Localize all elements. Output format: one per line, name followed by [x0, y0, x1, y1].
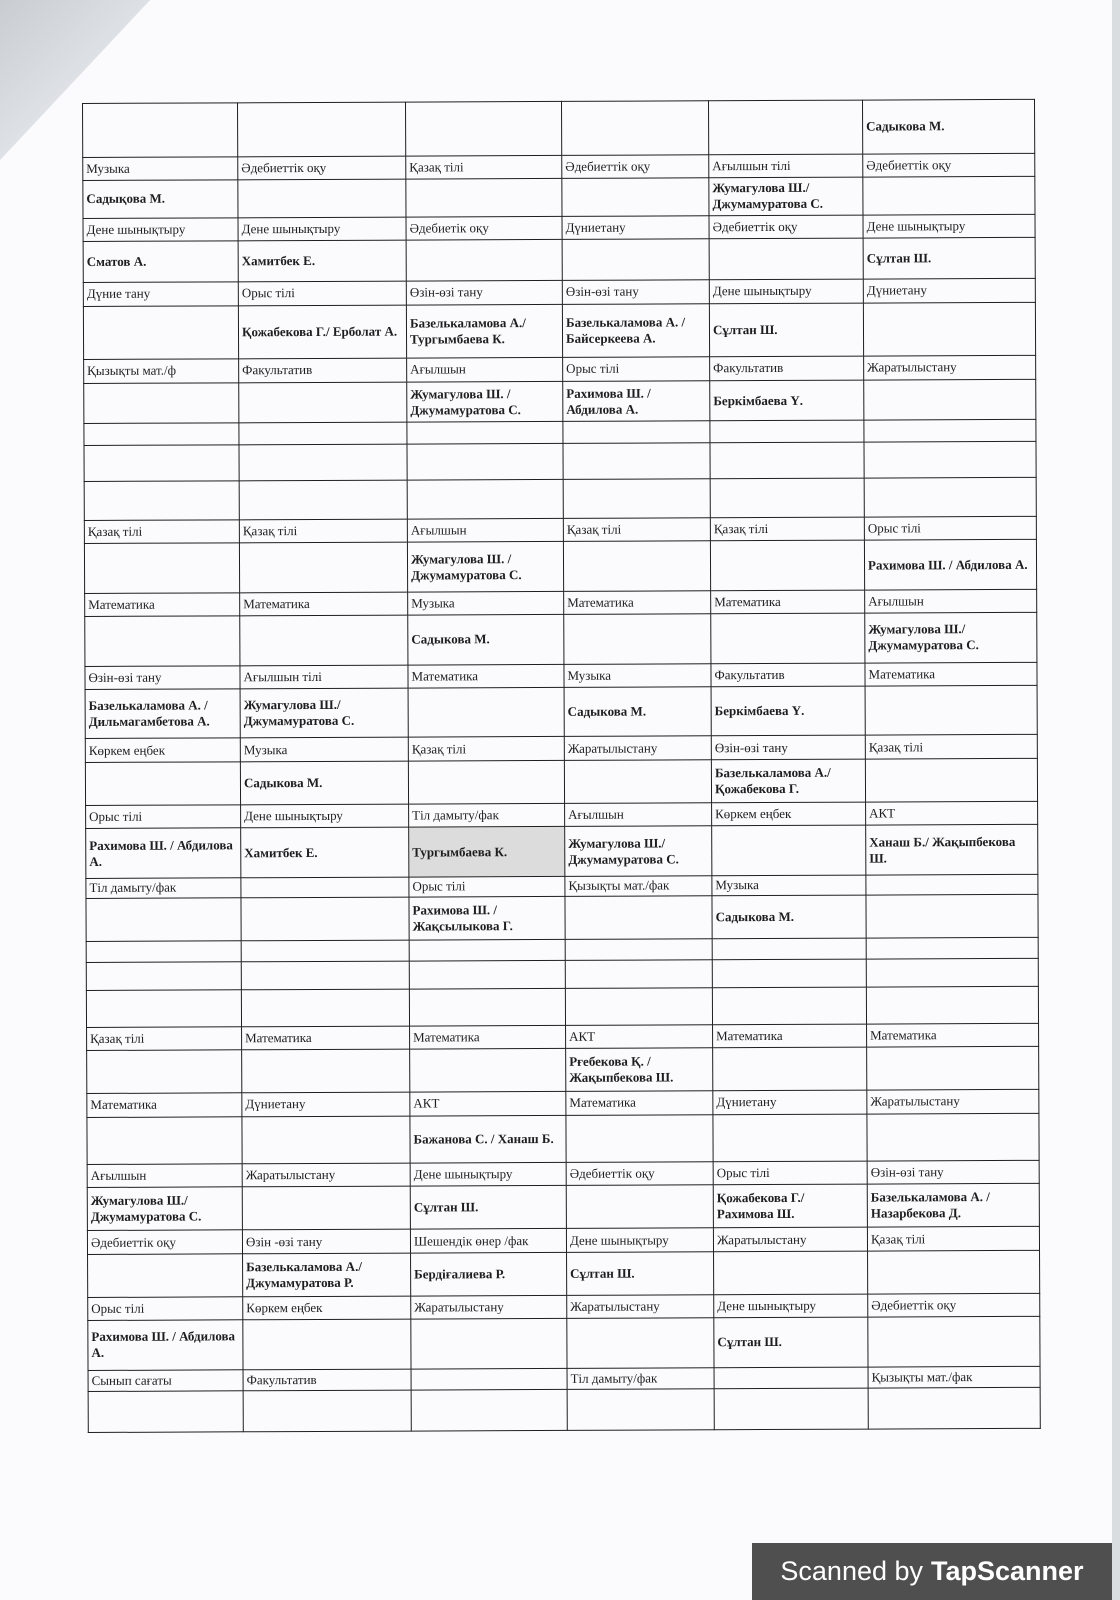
- empty-cell: [407, 480, 563, 519]
- subject-cell: Ағылшын: [87, 1164, 242, 1188]
- subject-cell: Өзін-өзі тану: [867, 1160, 1039, 1184]
- empty-cell: [86, 962, 241, 991]
- watermark-brand: TapScanner: [931, 1556, 1084, 1586]
- teacher-cell: [567, 1318, 714, 1368]
- subject-cell: Математика: [87, 1093, 242, 1117]
- teacher-row: [87, 1047, 1039, 1094]
- subject-cell: Қазақ тілі: [408, 737, 564, 761]
- subject-cell: Сынып сағаты: [88, 1369, 243, 1391]
- teacher-cell: Ханаш Б./ Жақыпбекова Ш.: [866, 825, 1038, 875]
- subject-cell: Математика: [865, 662, 1037, 686]
- teacher-cell: Садыкова М.: [408, 615, 564, 665]
- subject-cell: Өзін-өзі тану: [562, 280, 709, 304]
- subject-cell: Факультатив: [243, 1369, 411, 1391]
- empty-cell: [241, 962, 409, 991]
- subject-cell: Жаратылыстану: [411, 1295, 567, 1319]
- teacher-cell: [710, 541, 864, 591]
- subject-cell: Факультатив: [239, 358, 407, 382]
- teacher-cell: [242, 1049, 410, 1093]
- empty-cell: [866, 959, 1038, 988]
- empty-cell: [561, 101, 708, 155]
- empty-cell: [708, 100, 862, 154]
- subject-cell: Орыс тілі: [713, 1161, 867, 1185]
- teacher-cell: [411, 1319, 567, 1369]
- subject-cell: Жаратылыстану: [713, 1227, 867, 1251]
- subject-cell: Математика: [410, 1025, 566, 1049]
- teacher-cell: [865, 686, 1037, 736]
- teacher-cell: Сұлтан Ш.: [714, 1317, 868, 1367]
- teacher-cell: [713, 1114, 867, 1162]
- teacher-cell: [863, 176, 1035, 214]
- subject-cell: Жаратылыстану: [564, 736, 711, 760]
- subject-cell: Көркем еңбек: [243, 1296, 411, 1320]
- teacher-cell: [84, 543, 239, 593]
- teacher-cell: [709, 238, 863, 279]
- subject-cell: Орыс тілі: [409, 876, 565, 897]
- empty-cell: [405, 101, 561, 155]
- subject-cell: Тіл дамыту/фак: [86, 878, 241, 899]
- empty-cell: [710, 442, 864, 479]
- subject-cell: Қызықты мат./фак: [565, 876, 712, 897]
- subject-cell: Көркем еңбек: [85, 738, 240, 762]
- teacher-cell: [712, 826, 866, 876]
- subject-cell: Математика: [566, 1091, 713, 1115]
- subject-cell: Ағылшын: [865, 589, 1037, 613]
- teacher-cell: Хамитбек Е.: [238, 240, 406, 281]
- subject-cell: Әдебиеттік оқу: [87, 1230, 242, 1254]
- teacher-cell: [567, 1389, 714, 1431]
- subject-cell: Дене шынықтыру: [241, 804, 409, 828]
- subject-cell: Факультатив: [710, 356, 864, 380]
- subject-cell: Өзін-өзі тану: [711, 736, 865, 760]
- teacher-row: [85, 758, 1037, 805]
- subject-cell: Математика: [867, 1023, 1039, 1047]
- teacher-cell: [868, 1250, 1040, 1294]
- teacher-row: [84, 540, 1036, 593]
- subject-cell: Дүниетану: [713, 1090, 867, 1114]
- teacher-cell: Рахимова Ш. / Абдилова А.: [88, 1320, 243, 1370]
- teacher-cell: [85, 762, 240, 806]
- teacher-cell: Жумагулова Ш. / Джумамуратова С.: [407, 542, 563, 592]
- subject-cell: [241, 877, 409, 898]
- teacher-cell: [243, 1319, 411, 1369]
- subject-cell: Дене шынықтыру: [410, 1162, 566, 1186]
- teacher-cell: [714, 1388, 868, 1430]
- subject-cell: Қазақ тілі: [239, 519, 407, 543]
- subject-cell: Математика: [85, 593, 240, 617]
- teacher-cell: [408, 760, 564, 804]
- empty-cell: [712, 960, 866, 989]
- empty-row: [86, 987, 1038, 1028]
- teacher-cell: Қожабекова Г./ Ерболат А.: [238, 305, 406, 359]
- teacher-cell: [868, 1387, 1040, 1429]
- subject-cell: Факультатив: [711, 663, 865, 687]
- subject-cell: Жаратылыстану: [242, 1163, 410, 1187]
- subject-cell: Орыс тілі: [88, 1297, 243, 1321]
- subject-cell: Әдебиеттік оқу: [562, 154, 709, 178]
- teacher-cell: [85, 616, 240, 666]
- subject-cell: Орыс тілі: [86, 805, 241, 829]
- teacher-cell: Сұлтан Ш.: [709, 303, 863, 357]
- watermark-prefix: Scanned by: [780, 1556, 924, 1586]
- teacher-cell: Сұлтан Ш.: [567, 1252, 714, 1296]
- separator-cell: [710, 420, 864, 442]
- subject-cell: Математика: [713, 1024, 867, 1048]
- teacher-cell: [562, 239, 709, 280]
- teacher-cell: Базелькаламова А./ Тургымбаева К.: [406, 304, 562, 358]
- subject-cell: Дене шынықтыру: [566, 1228, 713, 1252]
- teacher-row: [85, 613, 1037, 666]
- teacher-row: [83, 238, 1035, 283]
- subject-cell: Әдебиеттік оқу: [868, 1293, 1040, 1317]
- empty-row: [83, 99, 1035, 157]
- subject-cell: Ағылшын: [407, 518, 563, 542]
- teacher-cell: [88, 1254, 243, 1298]
- teacher-cell: [243, 1390, 411, 1432]
- teacher-cell: Беркімбаева Ү.: [710, 380, 864, 421]
- teacher-cell: [84, 383, 239, 424]
- empty-cell: [84, 445, 239, 482]
- teacher-cell: Сұлтан Ш.: [863, 238, 1035, 279]
- empty-cell: [83, 103, 238, 157]
- teacher-cell: Рахимова Ш. / Абдилова А.: [864, 540, 1036, 590]
- teacher-row: [88, 1250, 1040, 1297]
- subject-cell: Дене шынықтыру: [709, 279, 863, 303]
- teacher-cell: Жумагулова Ш. / Джумамуратова С.: [407, 381, 563, 422]
- subject-cell: Математика: [564, 590, 711, 614]
- empty-cell: [563, 443, 710, 480]
- teacher-cell: Сматов А.: [83, 241, 238, 282]
- timetable: [82, 99, 1041, 1433]
- subject-cell: Шешендік өнер /фак: [410, 1229, 566, 1253]
- subject-cell: Көркем еңбек: [712, 802, 866, 826]
- subject-cell: Орыс тілі: [563, 357, 710, 381]
- separator-cell: [86, 941, 241, 963]
- empty-cell: [241, 989, 409, 1026]
- teacher-cell: [866, 894, 1038, 938]
- teacher-cell: Жумагулова Ш./ Джумамуратова С.: [240, 688, 408, 738]
- teacher-cell: [408, 688, 564, 738]
- empty-cell: [712, 987, 866, 1024]
- teacher-cell: [411, 1389, 567, 1431]
- teacher-cell: Бердіғалиева Р.: [411, 1252, 567, 1296]
- subject-cell: Тіл дамыту/фак: [409, 803, 565, 827]
- empty-cell: [866, 987, 1038, 1024]
- teacher-cell: [564, 614, 711, 664]
- teacher-cell: Рахимова Ш. / Абдилова А.: [563, 380, 710, 421]
- separator-cell: [84, 423, 239, 445]
- separator-cell: [239, 422, 407, 444]
- teacher-cell: [406, 240, 562, 281]
- subject-cell: Әдебиеттік оқу: [238, 156, 406, 180]
- teacher-cell: Садыкова М.: [564, 687, 711, 737]
- subject-cell: Математика: [408, 664, 564, 688]
- teacher-cell: Базелькаламова А. / Дильмагамбетова А.: [85, 689, 240, 739]
- teacher-cell: Садыкова М.: [712, 895, 866, 939]
- empty-cell: [409, 961, 565, 990]
- teacher-cell: Садықова М.: [83, 180, 238, 218]
- teacher-cell: [713, 1047, 867, 1091]
- subject-cell: Дүниетану: [863, 278, 1035, 302]
- subject-cell: Музыка: [83, 156, 238, 180]
- teacher-cell: Базелькаламова А. / Байсеркеева А.: [562, 303, 709, 357]
- subject-cell: Орыс тілі: [864, 516, 1036, 540]
- empty-cell: [710, 478, 864, 517]
- teacher-cell: [410, 1049, 566, 1093]
- empty-cell: [407, 443, 563, 480]
- subject-cell: АКТ: [410, 1092, 566, 1116]
- teacher-cell: [87, 1117, 242, 1165]
- subject-cell: Дүниетану: [242, 1092, 410, 1116]
- subject-cell: Дене шынықтыру: [714, 1294, 868, 1318]
- subject-cell: Қызықты мат./ф: [84, 359, 239, 383]
- subject-cell: Музыка: [564, 663, 711, 687]
- subject-cell: Орыс тілі: [238, 281, 406, 305]
- subject-cell: Дене шынықтыру: [238, 217, 406, 241]
- subject-cell: Әдебиеттік оқу: [709, 215, 863, 239]
- teacher-cell: [566, 1185, 713, 1229]
- empty-cell: [565, 960, 712, 989]
- subject-cell: Өзін -өзі тану: [242, 1229, 410, 1253]
- teacher-cell: Рғебекова Қ. / Жақыпбекова Ш.: [566, 1048, 713, 1092]
- teacher-cell: Жумагулова Ш./ Джумамуратова С.: [87, 1187, 242, 1231]
- teacher-row: [84, 379, 1036, 424]
- separator-cell: [409, 939, 565, 961]
- teacher-cell: Беркімбаева Ү.: [711, 686, 865, 736]
- subject-cell: Дене шынықтыру: [863, 214, 1035, 238]
- teacher-cell: Сұлтан Ш.: [410, 1186, 566, 1230]
- subject-cell: [411, 1368, 567, 1390]
- teacher-cell: [865, 758, 1037, 802]
- teacher-row: [87, 1184, 1039, 1231]
- empty-cell: [84, 481, 239, 520]
- teacher-cell: [88, 1391, 243, 1433]
- teacher-cell: Жумагулова Ш./ Джумамуратова С.: [865, 613, 1037, 663]
- empty-cell: [864, 478, 1036, 517]
- subject-cell: АКТ: [866, 801, 1038, 825]
- subject-cell: [714, 1367, 868, 1389]
- subject-cell: Тіл дамыту/фак: [567, 1367, 714, 1389]
- teacher-row: [85, 686, 1037, 739]
- teacher-cell: [714, 1251, 868, 1295]
- teacher-cell: Базелькаламова А. / Назарбекова Д.: [867, 1184, 1039, 1228]
- subject-cell: Жаратылыстану: [864, 355, 1036, 379]
- empty-cell: [86, 990, 241, 1027]
- separator-cell: [565, 939, 712, 961]
- teacher-cell: Садыкова М.: [862, 99, 1034, 153]
- subject-cell: [866, 874, 1038, 895]
- separator-cell: [864, 420, 1036, 442]
- teacher-cell: [711, 613, 865, 663]
- subject-cell: Ағылшын тілі: [240, 665, 408, 689]
- separator-cell: [712, 938, 866, 960]
- separator-cell: [407, 422, 563, 444]
- teacher-cell: [867, 1047, 1039, 1091]
- teacher-cell: [564, 760, 711, 804]
- teacher-row: [83, 302, 1035, 360]
- subject-cell: Қазақ тілі: [406, 155, 562, 179]
- teacher-cell: Тургымбаева К.: [409, 827, 565, 877]
- subject-cell: Өзін-өзі тану: [85, 665, 240, 689]
- subject-cell: Қазақ тілі: [710, 517, 864, 541]
- separator-cell: [563, 421, 710, 443]
- teacher-cell: [241, 897, 409, 941]
- teacher-cell: [242, 1187, 410, 1231]
- subject-cell: Әдебиеттік оқу: [566, 1162, 713, 1186]
- teacher-cell: Садыкова М.: [240, 761, 408, 805]
- teacher-cell: Рахимова Ш. / Жақсылыкова Г.: [409, 897, 565, 941]
- subject-cell: Жаратылыстану: [567, 1295, 714, 1319]
- teacher-cell: Базелькаламова А./ Қожабекова Г.: [711, 759, 865, 803]
- subject-cell: Әдебиетік оқу: [406, 216, 562, 240]
- subject-cell: Ағылшын тілі: [709, 154, 863, 178]
- subject-cell: Музыка: [240, 738, 408, 762]
- teacher-cell: [87, 1050, 242, 1094]
- teacher-cell: [239, 382, 407, 423]
- teacher-cell: Бажанова С. / Ханаш Б.: [410, 1115, 566, 1163]
- empty-cell: [238, 102, 406, 156]
- separator-cell: [241, 940, 409, 962]
- subject-cell: Қазақ тілі: [867, 1227, 1039, 1251]
- empty-row: [84, 441, 1036, 482]
- subject-cell: Математика: [242, 1026, 410, 1050]
- empty-cell: [409, 989, 565, 1026]
- subject-cell: АКТ: [566, 1024, 713, 1048]
- teacher-cell: [562, 178, 709, 216]
- empty-cell: [239, 444, 407, 481]
- teacher-cell: [867, 1113, 1039, 1161]
- teacher-cell: [863, 302, 1035, 356]
- teacher-cell: [86, 898, 241, 942]
- teacher-cell: [565, 896, 712, 940]
- teacher-cell: [864, 379, 1036, 420]
- subject-cell: Математика: [240, 592, 408, 616]
- subject-cell: Әдебиеттік оқу: [863, 153, 1035, 177]
- teacher-cell: [238, 179, 406, 217]
- empty-cell: [864, 441, 1036, 478]
- teacher-cell: [240, 615, 408, 665]
- teacher-cell: [242, 1116, 410, 1164]
- teacher-cell: Қожабекова Г./ Рахимова Ш.: [713, 1185, 867, 1229]
- empty-row: [84, 478, 1036, 521]
- teacher-cell: [239, 543, 407, 593]
- separator-cell: [866, 937, 1038, 959]
- subject-cell: Музыка: [712, 875, 866, 896]
- teacher-row: [86, 894, 1038, 941]
- scanner-watermark: [752, 1543, 1112, 1600]
- teacher-cell: [566, 1114, 713, 1162]
- subject-cell: Өзін-өзі тану: [406, 280, 562, 304]
- teacher-row: [87, 1113, 1039, 1164]
- teacher-cell: [868, 1317, 1040, 1367]
- subject-cell: Қазақ тілі: [865, 735, 1037, 759]
- subject-cell: Жаратылыстану: [867, 1089, 1039, 1113]
- teacher-row: [88, 1317, 1040, 1370]
- subject-cell: Математика: [711, 590, 865, 614]
- empty-row: [86, 959, 1038, 991]
- subject-cell: Ағылшын: [565, 803, 712, 827]
- teacher-cell: [406, 179, 562, 217]
- teacher-cell: [83, 305, 238, 359]
- subject-cell: Дүниетану: [562, 215, 709, 239]
- subject-cell: Қазақ тілі: [84, 520, 239, 544]
- teacher-cell: Базелькаламова А./ Джумамуратова Р.: [243, 1253, 411, 1297]
- subject-cell: Дене шынықтыру: [83, 217, 238, 241]
- teacher-cell: Жумагулова Ш./ Джумамуратова С.: [709, 177, 863, 215]
- empty-cell: [565, 988, 712, 1025]
- subject-cell: Музыка: [408, 591, 564, 615]
- subject-cell: Ағылшын: [407, 358, 563, 382]
- teacher-row: [83, 176, 1035, 218]
- empty-cell: [563, 479, 710, 518]
- teacher-cell: Рахимова Ш. / Абдилова А.: [86, 828, 241, 878]
- subject-cell: Дүние тану: [83, 282, 238, 306]
- teacher-cell: Хамитбек Е.: [241, 828, 409, 878]
- teacher-cell: [563, 541, 710, 591]
- teacher-row: [86, 825, 1038, 878]
- subject-cell: Қазақ тілі: [563, 518, 710, 542]
- empty-cell: [239, 480, 407, 519]
- teacher-cell: Жумагулова Ш./ Джумамуратова С.: [565, 826, 712, 876]
- subject-cell: Қазақ тілі: [87, 1027, 242, 1051]
- teacher-row: [88, 1387, 1040, 1432]
- subject-cell: Қызықты мат./фак: [868, 1366, 1040, 1388]
